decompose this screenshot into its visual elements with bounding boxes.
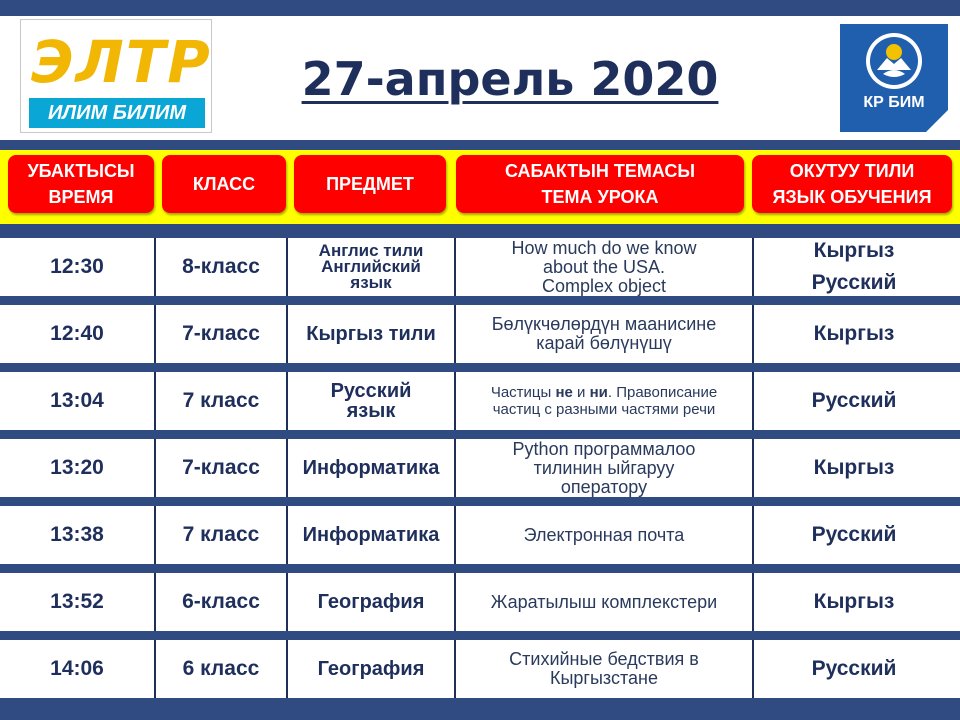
row-subject bbox=[288, 238, 454, 296]
row-subject bbox=[288, 439, 454, 497]
row-subject-line: Русский bbox=[330, 380, 412, 402]
row-time: 13:20 bbox=[50, 456, 104, 479]
page-curl bbox=[926, 110, 948, 132]
row-topic-line: частиц с разными частями речи bbox=[492, 401, 716, 418]
row-subject bbox=[288, 372, 454, 430]
table-row bbox=[0, 238, 960, 296]
header-language bbox=[752, 155, 952, 213]
row-topic bbox=[456, 305, 752, 363]
row-language-line: Кыргыз bbox=[813, 456, 895, 479]
row-topic-line: Complex object bbox=[541, 275, 667, 296]
header-language-line2: ЯЗЫК ОБУЧЕНИЯ bbox=[772, 187, 932, 207]
table-row bbox=[0, 573, 960, 631]
table-row bbox=[0, 640, 960, 698]
eltr-logo bbox=[20, 19, 212, 133]
row-topic bbox=[456, 439, 752, 497]
emblem-label: КР БИМ bbox=[863, 94, 925, 111]
page-title-text: 27-апрель 2020 bbox=[301, 52, 719, 106]
kr-bim-emblem bbox=[840, 24, 948, 132]
logo-bar-text: ИЛИМ БИЛИМ bbox=[29, 98, 205, 128]
row-topic-line: карай бөлүнүшү bbox=[536, 333, 672, 353]
header-time-line1: УБАКТЫСЫ bbox=[27, 161, 135, 181]
header-class-label: КЛАСС bbox=[192, 174, 256, 194]
row-subject-line: География bbox=[317, 658, 425, 680]
topic-text: . Правописание bbox=[607, 384, 718, 401]
row-subject-line: Англис тили bbox=[318, 241, 424, 260]
row-topic-line: тилинин ыйгаруу bbox=[533, 457, 675, 478]
row-language bbox=[754, 305, 954, 363]
row-subject-line: Информатика bbox=[302, 524, 440, 546]
row-language bbox=[754, 506, 954, 564]
row-topic bbox=[456, 640, 752, 698]
row-language-line: Кыргыз bbox=[813, 322, 895, 345]
row-time: 13:04 bbox=[50, 389, 104, 412]
row-time: 12:40 bbox=[50, 322, 104, 345]
row-language-line: Кыргыз bbox=[813, 590, 895, 613]
row-topic-line: Жаратылыш комплекстери bbox=[490, 591, 718, 612]
header-language-line1: ОКУТУУ ТИЛИ bbox=[789, 161, 915, 181]
row-time: 14:06 bbox=[50, 657, 104, 680]
row-subject-line: язык bbox=[346, 400, 396, 422]
row-language bbox=[754, 238, 954, 296]
row-subject bbox=[288, 573, 454, 631]
row-subject-line: язык bbox=[350, 273, 392, 292]
row-topic-line: Стихийные бедствия в bbox=[509, 649, 699, 669]
state-emblem-icon bbox=[863, 30, 925, 92]
topic-bold-particle: не bbox=[555, 384, 573, 401]
row-subject-line: География bbox=[317, 591, 425, 613]
row-language bbox=[754, 640, 954, 698]
row-topic-line: Бөлүкчөлөрдүн маанисине bbox=[491, 314, 717, 334]
row-topic-line: оператору bbox=[560, 476, 648, 497]
row-subject bbox=[288, 640, 454, 698]
topic-text: Частицы bbox=[490, 384, 556, 401]
row-topic bbox=[456, 372, 752, 430]
logo-letters: ЭЛТР bbox=[31, 28, 212, 96]
row-topic-line: Электронная почта bbox=[523, 524, 685, 545]
row-class: 7-класс bbox=[182, 456, 260, 479]
header-time-line2: ВРЕМЯ bbox=[48, 187, 114, 207]
page-title bbox=[300, 44, 720, 114]
row-language-line: Русский bbox=[811, 389, 897, 412]
row-subject bbox=[288, 506, 454, 564]
row-class: 7 класс bbox=[182, 389, 260, 412]
table-row bbox=[0, 506, 960, 564]
row-language-line: Русский bbox=[811, 657, 897, 680]
header-time bbox=[8, 155, 154, 213]
row-language bbox=[754, 439, 954, 497]
row-language bbox=[754, 573, 954, 631]
row-class: 6-класс bbox=[182, 590, 260, 613]
row-language-line: Кыргыз bbox=[813, 239, 895, 262]
row-topic-line bbox=[491, 384, 717, 401]
header-class bbox=[162, 155, 286, 213]
row-topic bbox=[456, 238, 752, 296]
row-topic-line: Кыргызстане bbox=[550, 668, 658, 688]
topic-text: и bbox=[572, 384, 590, 401]
row-subject bbox=[288, 305, 454, 363]
row-topic-line: about the USA. bbox=[542, 256, 666, 277]
header-topic bbox=[456, 155, 744, 213]
row-class: 7 класс bbox=[182, 523, 260, 546]
header-topic-line1: САБАКТЫН ТЕМАСЫ bbox=[504, 161, 696, 181]
topic-bold-particle: ни bbox=[589, 384, 608, 401]
row-subject-line: Информатика bbox=[302, 457, 440, 479]
row-topic bbox=[456, 506, 752, 564]
row-time: 13:52 bbox=[50, 590, 104, 613]
row-class: 7-класс bbox=[182, 322, 260, 345]
header-subject bbox=[294, 155, 446, 213]
row-subject-line: Английский bbox=[321, 257, 421, 276]
row-language-line: Русский bbox=[811, 523, 897, 546]
row-topic bbox=[456, 573, 752, 631]
row-topic-line: Python программалоо bbox=[512, 438, 696, 459]
row-time: 12:30 bbox=[50, 255, 104, 278]
row-time: 13:38 bbox=[50, 523, 104, 546]
row-language bbox=[754, 372, 954, 430]
row-class: 6 класс bbox=[182, 657, 260, 680]
row-class: 8-класс bbox=[182, 255, 260, 278]
row-language-line: Русский bbox=[811, 271, 897, 294]
row-subject-line: Кыргыз тили bbox=[306, 323, 436, 345]
header-subject-label: ПРЕДМЕТ bbox=[326, 174, 414, 194]
table-row bbox=[0, 372, 960, 430]
table-row bbox=[0, 305, 960, 363]
header-topic-line2: ТЕМА УРОКА bbox=[541, 187, 659, 207]
table-row bbox=[0, 439, 960, 497]
row-topic-line: How much do we know bbox=[511, 237, 697, 258]
